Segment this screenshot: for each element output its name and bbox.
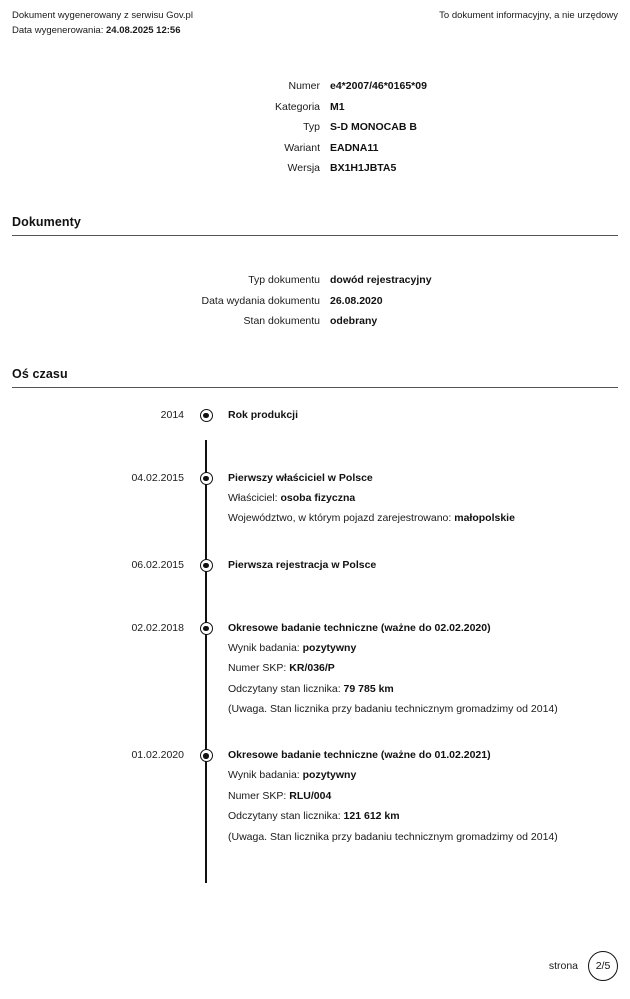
timeline-detail-label: Numer SKP: xyxy=(228,789,290,802)
document-detail-row xyxy=(0,311,630,332)
timeline-item-body xyxy=(228,745,630,847)
timeline-detail-value: pozytywny xyxy=(302,641,357,654)
timeline-marker-icon xyxy=(200,409,213,422)
vehicle-detail-label: Typ xyxy=(303,121,320,134)
vehicle-detail-label: Numer xyxy=(288,80,320,92)
document-detail-value: dowód rejestracyjny xyxy=(330,274,432,286)
vehicle-detail-label: Wersja xyxy=(287,162,320,175)
timeline-marker-icon xyxy=(200,559,213,572)
document-detail-label: Typ dokumentu xyxy=(248,274,320,286)
generation-date-value: 24.08.2025 12:56 xyxy=(106,25,181,36)
timeline-marker-column xyxy=(184,555,228,572)
vehicle-detail-row xyxy=(0,76,630,97)
timeline-item xyxy=(0,405,630,425)
timeline-item xyxy=(0,745,630,847)
document-detail-value: 26.08.2020 xyxy=(330,294,383,307)
timeline-items xyxy=(0,405,630,847)
timeline-item-detail xyxy=(228,765,590,785)
vehicle-detail-value: BX1H1JBTA5 xyxy=(330,162,397,175)
timeline-item-date: 04.02.2015 xyxy=(131,472,184,484)
timeline-item-detail xyxy=(228,786,590,806)
page-label: strona xyxy=(548,960,578,972)
timeline-title: Oś czasu xyxy=(12,367,68,381)
vehicle-detail-row xyxy=(0,117,630,138)
timeline-item-date: 02.02.2018 xyxy=(131,621,184,634)
timeline-detail-label: Właściciel: xyxy=(228,492,281,504)
vehicle-detail-label: Wariant xyxy=(284,141,320,154)
timeline-item-detail xyxy=(228,806,590,826)
documents-title: Dokumenty xyxy=(12,215,81,229)
timeline-item-body xyxy=(228,618,630,720)
vehicle-detail-row xyxy=(0,138,630,159)
timeline-divider xyxy=(12,387,618,388)
timeline-detail-label: Odczytany stan licznika: xyxy=(228,810,344,823)
document-detail-label: Data wydania dokumentu xyxy=(201,294,320,307)
timeline-item-detail xyxy=(228,638,590,658)
page-footer xyxy=(549,951,618,981)
documents-details-block xyxy=(0,270,630,332)
vehicle-detail-value: EADNA11 xyxy=(330,141,379,154)
timeline-item-detail xyxy=(228,679,590,699)
documents-section-header xyxy=(12,215,618,236)
timeline-detail-value: pozytywny xyxy=(302,769,357,782)
vehicle-details-block xyxy=(0,76,630,179)
page-watermark xyxy=(14,975,16,985)
timeline-marker-column xyxy=(184,468,228,485)
vehicle-detail-value: e4*2007/46*0165*09 xyxy=(330,80,427,92)
timeline-section-header xyxy=(12,367,618,388)
timeline-detail-value: osoba fizyczna xyxy=(280,492,356,504)
timeline-item-note: (Uwaga. Stan licznika przy badaniu technicznym gromadzimy od 2014) xyxy=(228,830,558,843)
timeline-item-date: 01.02.2020 xyxy=(131,749,184,762)
timeline-item-detail xyxy=(228,658,590,678)
timeline-marker-icon xyxy=(200,749,213,762)
timeline-detail-value: małopolskie xyxy=(454,512,515,525)
timeline-item-detail xyxy=(228,508,590,528)
timeline-item xyxy=(0,618,630,720)
document-header xyxy=(0,0,630,38)
vehicle-detail-label: Kategoria xyxy=(275,100,320,113)
generation-date-label: Data wygenerowania: xyxy=(12,25,104,36)
document-detail-label: Stan dokumentu xyxy=(243,315,320,328)
timeline xyxy=(0,405,630,873)
timeline-item-date: 06.02.2015 xyxy=(131,558,184,571)
timeline-item-body xyxy=(228,555,630,575)
timeline-detail-label: Wynik badania: xyxy=(228,641,303,654)
timeline-item-date: 2014 xyxy=(160,409,184,421)
document-detail-value: odebrany xyxy=(330,315,378,328)
timeline-marker-icon xyxy=(200,472,213,485)
timeline-marker-icon xyxy=(200,622,213,635)
timeline-item-title: Pierwsza rejestracja w Polsce xyxy=(228,558,377,571)
informational-notice: To dokument informacyjny, a nie urzędowy xyxy=(439,10,618,21)
page-number-badge: 2/5 xyxy=(588,951,618,981)
document-detail-row xyxy=(0,291,630,312)
timeline-item-detail xyxy=(228,488,590,508)
timeline-item-body xyxy=(228,468,630,529)
timeline-item-note: (Uwaga. Stan licznika przy badaniu technicznym gromadzimy od 2014) xyxy=(228,703,558,716)
documents-divider xyxy=(12,235,618,236)
document-detail-row xyxy=(0,270,630,291)
timeline-item-title: Okresowe badanie techniczne (ważne do 01.02.2021) xyxy=(228,749,491,762)
generation-date-line xyxy=(12,23,193,38)
header-left xyxy=(12,8,193,38)
timeline-detail-value: 79 785 km xyxy=(343,682,394,695)
timeline-item xyxy=(0,555,630,575)
timeline-item-title: Pierwszy właściciel w Polsce xyxy=(228,472,373,484)
timeline-item-title: Rok produkcji xyxy=(228,409,299,421)
timeline-detail-value: 121 612 km xyxy=(343,810,400,823)
timeline-detail-label: Numer SKP: xyxy=(228,662,290,675)
vehicle-detail-value: S-D MONOCAB B xyxy=(330,121,417,134)
timeline-item-body xyxy=(228,405,630,425)
timeline-item xyxy=(0,468,630,529)
vehicle-detail-value: M1 xyxy=(330,100,345,113)
timeline-detail-label: Województwo, w którym pojazd zarejestrowano: xyxy=(228,512,455,525)
timeline-item-title: Okresowe badanie techniczne (ważne do 02.02.2020) xyxy=(228,621,491,634)
vehicle-detail-row xyxy=(0,97,630,118)
timeline-detail-label: Odczytany stan licznika: xyxy=(228,682,344,695)
timeline-detail-label: Wynik badania: xyxy=(228,769,303,782)
source-line: Dokument wygenerowany z serwisu Gov.pl xyxy=(12,10,193,21)
vehicle-detail-row xyxy=(0,158,630,179)
timeline-marker-column xyxy=(184,405,228,422)
timeline-marker-column xyxy=(184,618,228,635)
timeline-marker-column xyxy=(184,745,228,762)
timeline-detail-value: KR/036/P xyxy=(289,662,335,675)
timeline-detail-value: RLU/004 xyxy=(289,789,332,802)
